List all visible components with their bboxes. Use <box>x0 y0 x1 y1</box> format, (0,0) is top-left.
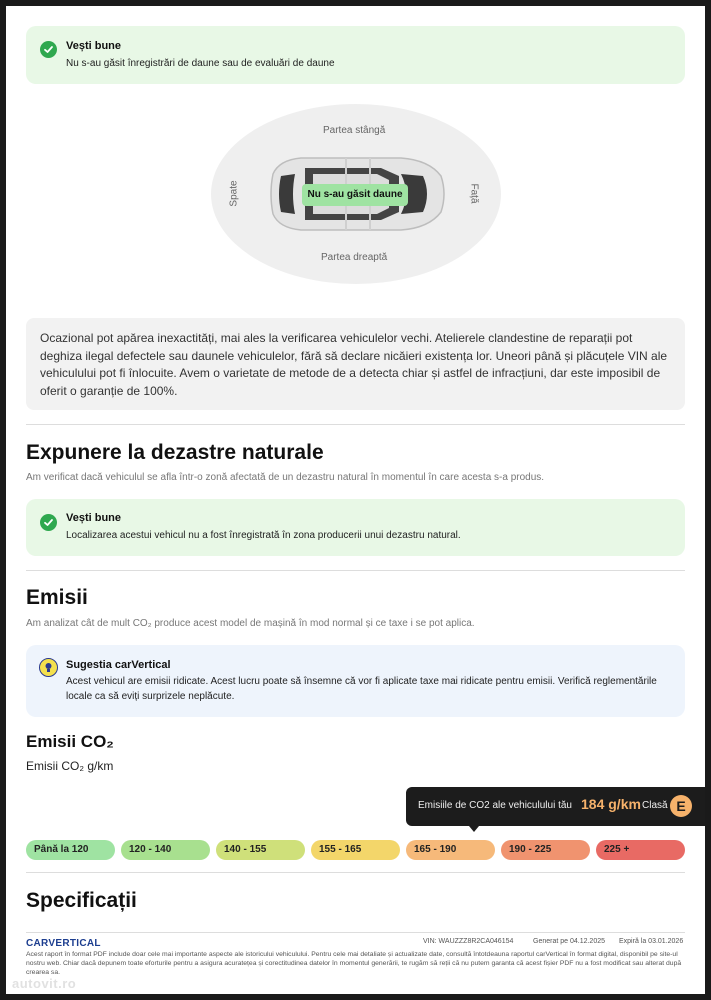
emissions-subtitle: Am analizat cât de mult CO₂ produce acest model de mașină în mod normal și ce taxe i se pot aplica. <box>26 618 475 629</box>
section-divider <box>26 872 685 873</box>
report-page <box>6 6 705 994</box>
disasters-subtitle: Am verificat dacă vehiculul se afla într-o zonă afectată de un dezastru natural în momentul în care acesta s-a produs. <box>26 472 545 483</box>
front-label: Față <box>468 183 480 204</box>
autovit-watermark: autovit.ro <box>12 976 77 991</box>
emission-band-3: 155 - 165 <box>311 840 400 860</box>
section-divider <box>26 424 685 425</box>
carvertical-logo: CARVERTICAL <box>26 938 101 949</box>
alert-text: Localizarea acestui vehicul nu a fost înregistrată în zona producerii unui dezastru natural. <box>66 530 461 541</box>
check-circle-icon <box>40 514 57 531</box>
emissions-value-tooltip <box>406 787 705 826</box>
tooltip-value: 184 g/km <box>581 796 641 812</box>
no-damage-badge: Nu s-au găsit daune <box>302 184 408 206</box>
carvertical-suggestion-box <box>26 645 685 717</box>
footer-vin: VIN: WAUZZZ8R2CA046154 <box>423 938 514 945</box>
tooltip-class-label: Clasă <box>642 800 668 811</box>
footer-disclaimer: Acest raport în format PDF include doar cele mai importante aspecte ale istoricului vehiculului. Pentru cele mai detaliate și actualizate date, consultă întotdeauna raportul carVertical în format digital, disponibil pe site-ul nostru web. Chiar dacă depunem toate eforturile pentru a asigura acuratețea și corectitudinea datelor în momentul generării, te rugăm să reții că nu putem garanta că acest fișier PDF nu a fost modificat sau alterat după crearea sa. <box>26 951 682 976</box>
emission-band-2: 140 - 155 <box>216 840 305 860</box>
co2-unit-label: Emisii CO₂ g/km <box>26 759 114 773</box>
disasters-good-news-alert <box>26 499 685 556</box>
co2-emissions-title: Emisii CO₂ <box>26 732 114 751</box>
lightbulb-icon <box>39 658 58 677</box>
emission-band-1: 120 - 140 <box>121 840 210 860</box>
damage-good-news-alert <box>26 26 685 84</box>
alert-text: Nu s-au găsit înregistrări de daune sau de evaluări de daune <box>66 58 335 69</box>
suggestion-title: Sugestia carVertical <box>66 659 171 671</box>
tooltip-class-badge: E <box>670 795 692 817</box>
tooltip-prefix: Emisiile de CO2 ale vehiculului tău <box>418 800 572 811</box>
emission-band-6: 225 + <box>596 840 685 860</box>
specs-section-title: Specificații <box>26 889 137 912</box>
suggestion-text: Acest vehicul are emisii ridicate. Acest lucru poate să însemne că vor fi aplicate taxe mai ridicate pentru emisii. Verifică reglementările locale ca să eviți surprizele neplăcute. <box>66 676 657 702</box>
disasters-section-title: Expunere la dezastre naturale <box>26 441 324 464</box>
alert-title: Vești bune <box>66 40 122 52</box>
footer-generated-date: Generat pe 04.12.2025 <box>533 938 606 945</box>
emission-band-5: 190 - 225 <box>501 840 590 860</box>
section-divider <box>26 570 685 571</box>
emission-band-4: 165 - 190 <box>406 840 495 860</box>
check-circle-icon <box>40 41 57 58</box>
emission-band-0: Până la 120 <box>26 840 115 860</box>
alert-title: Vești bune <box>66 512 122 524</box>
tooltip-arrow <box>469 826 479 832</box>
footer-divider <box>26 932 685 933</box>
rear-label: Spate <box>228 180 240 207</box>
accuracy-disclaimer-note: Ocazional pot apărea inexactități, mai ales la verificarea vehiculelor vechi. Atelierele clandestine de reparații pot deghiza ilegal defectele sau daunele vehiculelor, fără să declare nicăieri existența lor. Uneori până și plăcuțele VIN ale vehiculului pot fi înlocuite. Avem o varietate de metode de a detecta chiar și astfel de infracțiuni, dar este imposibil de oferit o garanție de 100%. <box>26 318 685 410</box>
left-side-label: Partea stângă <box>323 125 386 136</box>
footer-expiry-date: Expiră la 03.01.2026 <box>619 938 684 945</box>
right-side-label: Partea dreaptă <box>321 252 388 263</box>
emissions-section-title: Emisii <box>26 586 88 609</box>
